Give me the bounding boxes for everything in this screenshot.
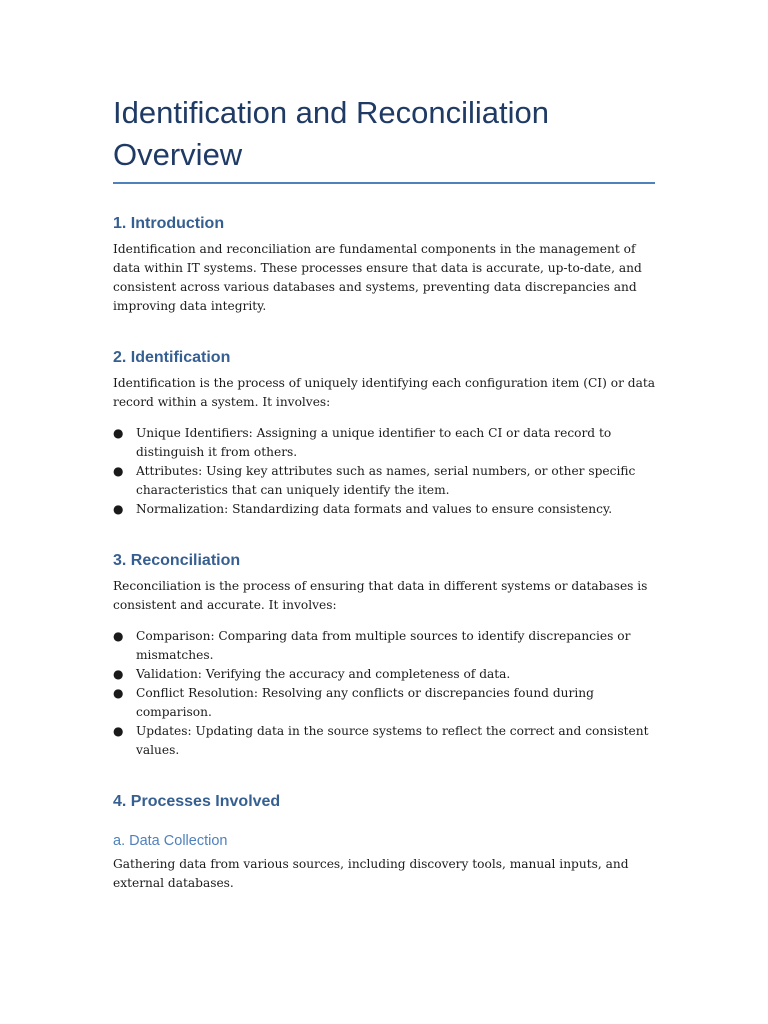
- subsection-body: Gathering data from various sources, including discovery tools, manual inputs, and external databases.: [113, 857, 629, 890]
- section-body: Identification is the process of uniquely identifying each configuration item (CI) or data record within a system. It involves:: [113, 376, 656, 409]
- subsection-data-collection: [113, 832, 655, 893]
- title-divider: [113, 182, 655, 184]
- list-item-text: Comparison: Comparing data from multiple sources to identify discrepancies or mismatches.: [136, 629, 631, 662]
- list-item-text: Updates: Updating data in the source systems to reflect the correct and consistent values.: [136, 724, 649, 757]
- list-item: [113, 627, 655, 665]
- section-heading: 3. Reconciliation: [113, 552, 241, 569]
- list-item-text: Normalization: Standardizing data formats and values to ensure consistency.: [136, 502, 613, 516]
- section-reconciliation: [113, 551, 655, 760]
- section-body: Identification and reconciliation are fundamental components in the management of data within IT systems. These processes ensure that data is accurate, up-to-date, and consistent across various databases and systems, preventing data discrepancies and improving data integrity.: [113, 242, 642, 313]
- bullet-icon: ●: [113, 686, 124, 700]
- list-item: [113, 722, 655, 760]
- section-heading: 4. Processes Involved: [113, 793, 281, 810]
- bullet-icon: ●: [113, 629, 124, 643]
- bullet-icon: ●: [113, 667, 124, 681]
- list-item-text: Unique Identifiers: Assigning a unique identifier to each CI or data record to distinguish it from others.: [136, 426, 612, 459]
- section-heading: 2. Identification: [113, 349, 231, 366]
- list-item: [113, 462, 655, 500]
- list-item: [113, 500, 655, 519]
- list-item-text: Conflict Resolution: Resolving any conflicts or discrepancies found during comparison.: [136, 686, 594, 719]
- bullet-icon: ●: [113, 724, 124, 738]
- bullet-icon: ●: [113, 426, 124, 440]
- list-item: [113, 424, 655, 462]
- document-title: Identification and Reconciliation Overview: [113, 95, 549, 172]
- section-identification: [113, 348, 655, 519]
- section-introduction: [113, 214, 655, 316]
- list-item-text: Validation: Verifying the accuracy and completeness of data.: [136, 667, 511, 681]
- document-page: [113, 92, 655, 893]
- bullet-list: [113, 424, 655, 519]
- list-item: [113, 665, 655, 684]
- bullet-icon: ●: [113, 464, 124, 478]
- subsection-heading: a. Data Collection: [113, 833, 228, 849]
- list-item-text: Attributes: Using key attributes such as names, serial numbers, or other specific characteristics that can uniquely identify the item.: [136, 464, 636, 497]
- bullet-list: [113, 627, 655, 760]
- bullet-icon: ●: [113, 502, 124, 516]
- list-item: [113, 684, 655, 722]
- section-processes-involved: [113, 792, 655, 812]
- section-body: Reconciliation is the process of ensuring that data in different systems or databases is consistent and accurate. It involves:: [113, 579, 648, 612]
- section-heading: 1. Introduction: [113, 215, 225, 232]
